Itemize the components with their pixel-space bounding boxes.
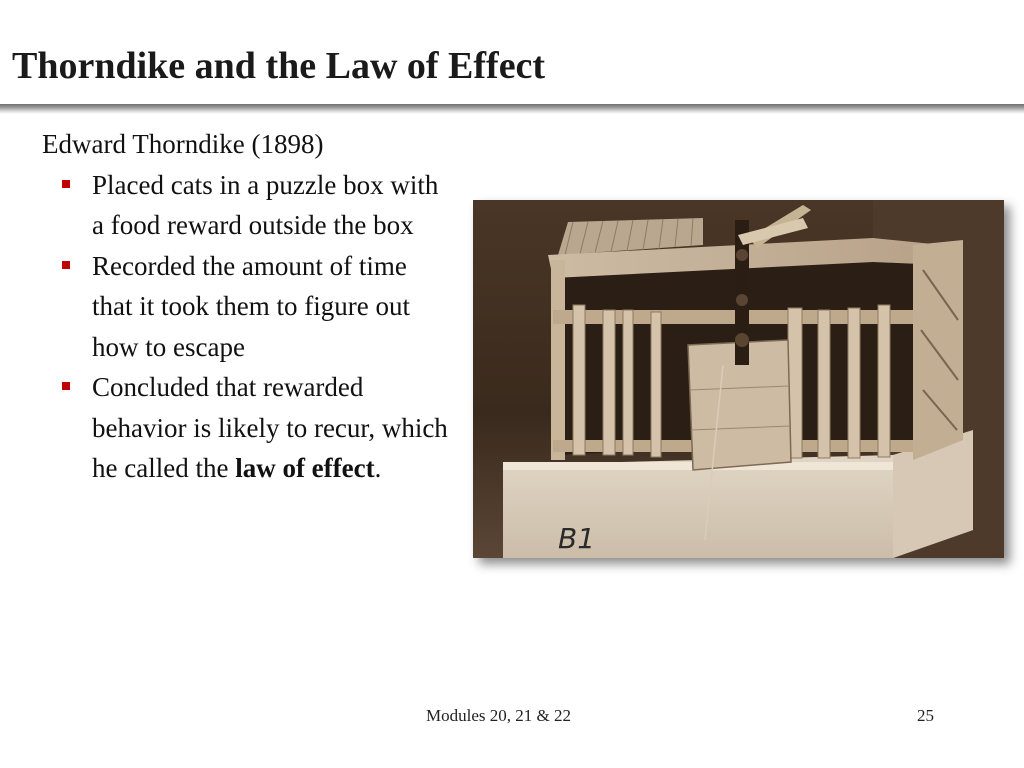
title-divider [0, 104, 1024, 114]
slide-content [42, 124, 452, 489]
slide-title: Thorndike and the Law of Effect [12, 45, 546, 87]
footer-text: Modules 20, 21 & 22 [426, 706, 571, 725]
bullet-text: Concluded that rewarded behavior is likely to recur, which he called the [92, 372, 448, 483]
intro-line: Edward Thorndike (1898) [42, 129, 324, 159]
law-of-effect-term: law of effect [235, 453, 375, 483]
bullet-item [92, 367, 452, 489]
bullet-list [42, 165, 452, 489]
bullet-item [92, 246, 452, 368]
bullet-text-end: . [374, 453, 382, 483]
bullet-text: Placed cats in a puzzle box with a food reward outside the box [92, 169, 439, 240]
square-bullet-icon [62, 382, 70, 390]
bullet-text: Recorded the amount of time that it took them to figure out how to escape [92, 250, 410, 362]
page-number: 25 [917, 706, 934, 725]
square-bullet-icon [62, 180, 70, 188]
photo-label: B1 [558, 522, 596, 555]
puzzle-box-photo [473, 200, 1004, 558]
square-bullet-icon [62, 261, 70, 269]
bullet-item [92, 165, 452, 246]
